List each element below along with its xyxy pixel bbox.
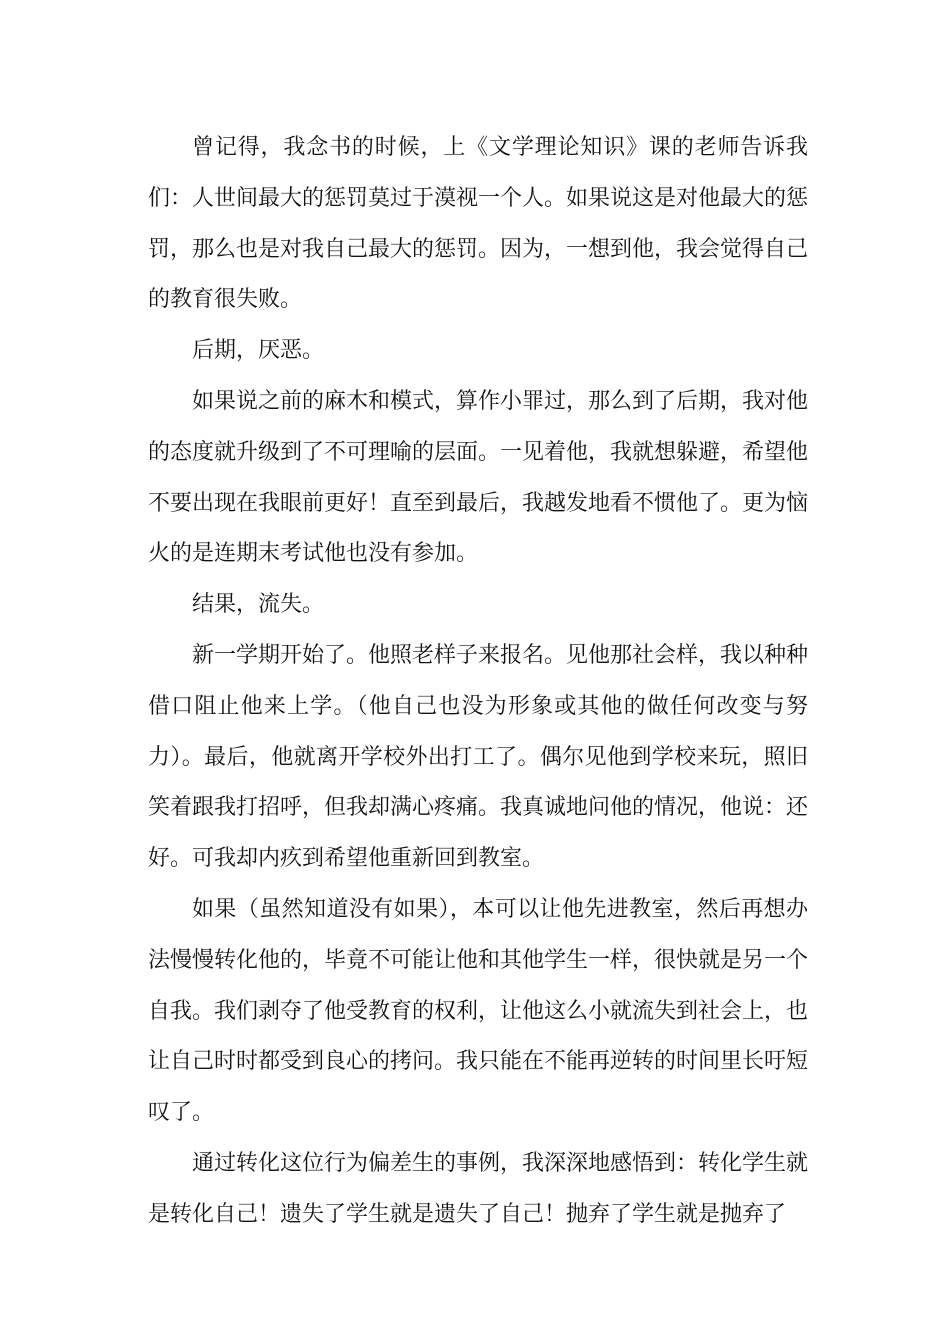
paragraph-later-period: 如果说之前的麻木和模式，算作小罪过，那么到了后期，我对他的态度就升级到了不可理喻的层面。一见着他，我就想躲避，希望他不要出现在我眼前更好！直至到最后，我越发地看不惯他了。更为恼火的是连期末考试他也没有参加。: [148, 388, 809, 567]
paragraph-punishment: 曾记得，我念书的时候，上《文学理论知识》课的老师告诉我们：人世间最大的惩罚莫过于漠视一个人。如果说这是对他最大的惩罚，那么也是对我自己最大的惩罚。因为，一想到他，我会觉得自己的教育很失败。: [148, 135, 809, 313]
paragraph-if-only: 如果（虽然知道没有如果），本可以让他先进教室，然后再想办法慢慢转化他的，毕竟不可能让他和其他学生一样，很快就是另一个自我。我们剥夺了他受教育的权利，让他这么小就流失到社会上，也让自己时时都受到良心的拷问。我只能在不能再逆转的时间里长吁短叹了。: [148, 896, 809, 1126]
paragraph-reflection: 通过转化这位行为偏差生的事例，我深深地感悟到：转化学生就是转化自己！遗失了学生就是遗失了自己！抛弃了学生就是抛弃了: [148, 1150, 809, 1227]
paragraph-result-heading: 结果，流失。: [192, 592, 325, 618]
paragraph-later-period-heading: 后期，厌恶。: [192, 338, 325, 364]
paragraph-new-semester: 新一学期开始了。他照老样子来报名。见他那社会样，我以种种借口阻止他来上学。（他自己也没为形象或其他的做任何改变与努力）。最后，他就离开学校外出打工了。偶尔见他到学校来玩，照旧笑着跟我打招呼，但我却满心疼痛。我真诚地问他的情况，他说：还好。可我却内疚到希望他重新回到教室。: [148, 642, 809, 872]
document-body: [148, 123, 808, 1241]
